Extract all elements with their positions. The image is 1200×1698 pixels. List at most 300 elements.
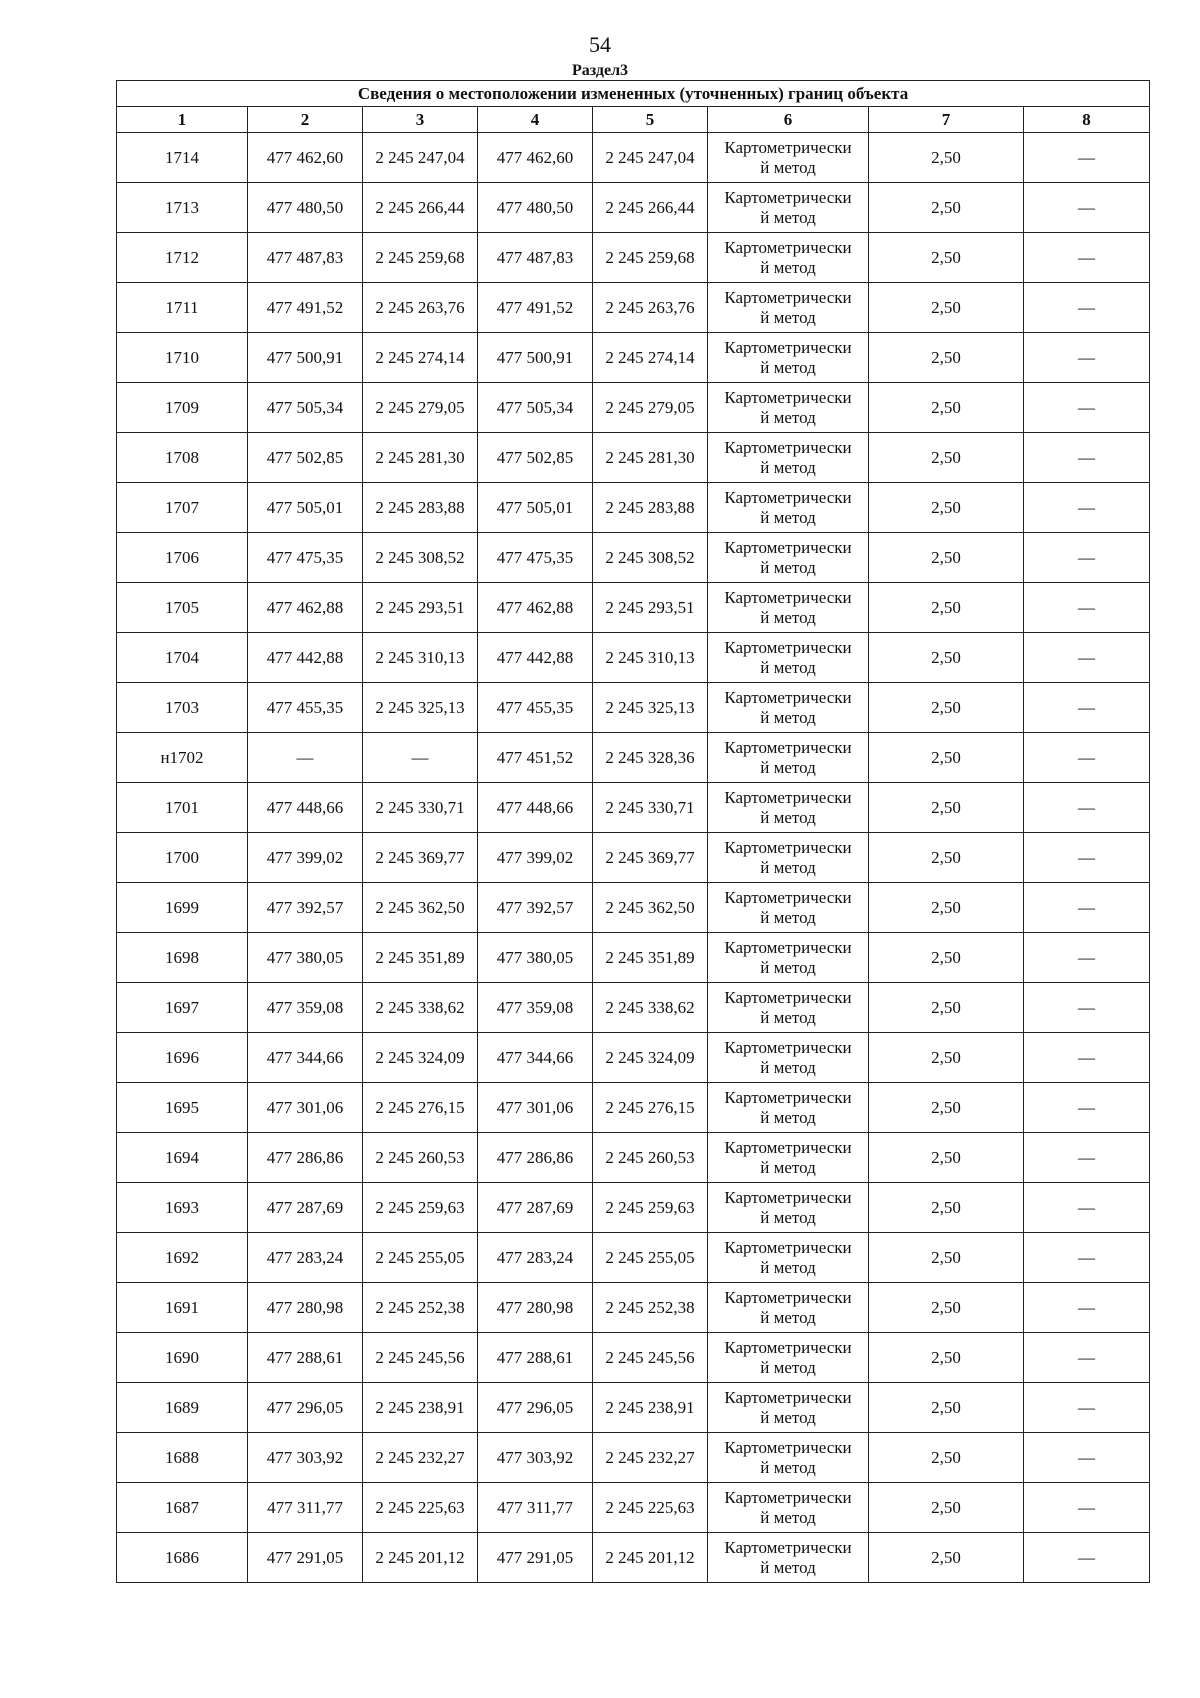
method-line-2: й метод [760, 1557, 816, 1577]
cell-method [708, 1433, 869, 1483]
method-line-1: Картометрически [724, 787, 852, 807]
cell-y-new: 2 245 338,62 [593, 983, 708, 1033]
table-row [117, 1283, 1150, 1333]
cell-note: — [1024, 683, 1150, 733]
cell-note: — [1024, 1233, 1150, 1283]
method-line-1: Картометрически [724, 987, 852, 1007]
cell-point: 1704 [117, 633, 248, 683]
cell-method [708, 1483, 869, 1533]
method-line-2: й метод [760, 857, 816, 877]
cell-x-new: 477 448,66 [478, 783, 593, 833]
cell-x-new: 477 392,57 [478, 883, 593, 933]
method-line-2: й метод [760, 1157, 816, 1177]
cell-x-new: 477 301,06 [478, 1083, 593, 1133]
cell-accuracy: 2,50 [869, 583, 1024, 633]
cell-y-old: 2 245 247,04 [363, 133, 478, 183]
cell-y-new: 2 245 308,52 [593, 533, 708, 583]
method-line-1: Картометрически [724, 1487, 852, 1507]
method-line-2: й метод [760, 357, 816, 377]
cell-y-new: 2 245 310,13 [593, 633, 708, 683]
table-row [117, 433, 1150, 483]
cell-y-old: 2 245 259,68 [363, 233, 478, 283]
method-line-1: Картометрически [724, 1537, 852, 1557]
cell-accuracy: 2,50 [869, 1533, 1024, 1583]
cell-x-old: 477 380,05 [248, 933, 363, 983]
cell-point: 1705 [117, 583, 248, 633]
page-number: 54 [589, 32, 611, 57]
cell-y-old: 2 245 276,15 [363, 1083, 478, 1133]
cell-point: 1700 [117, 833, 248, 883]
cell-point: 1703 [117, 683, 248, 733]
table-row [117, 183, 1150, 233]
cell-method [708, 733, 869, 783]
cell-x-old: 477 442,88 [248, 633, 363, 683]
cell-note: — [1024, 733, 1150, 783]
method-line-1: Картометрически [724, 1337, 852, 1357]
cell-note: — [1024, 1383, 1150, 1433]
cell-x-new: 477 303,92 [478, 1433, 593, 1483]
cell-y-old: 2 245 225,63 [363, 1483, 478, 1533]
cell-y-new: 2 245 369,77 [593, 833, 708, 883]
cell-note: — [1024, 283, 1150, 333]
cell-y-new: 2 245 283,88 [593, 483, 708, 533]
method-line-1: Картометрически [724, 937, 852, 957]
cell-y-old: 2 245 266,44 [363, 183, 478, 233]
cell-x-new: 477 451,52 [478, 733, 593, 783]
cell-note: — [1024, 483, 1150, 533]
table-row [117, 1183, 1150, 1233]
cell-x-new: 477 442,88 [478, 633, 593, 683]
cell-y-new: 2 245 238,91 [593, 1383, 708, 1433]
cell-method [708, 533, 869, 583]
cell-x-old: 477 296,05 [248, 1383, 363, 1433]
cell-method [708, 783, 869, 833]
method-line-1: Картометрически [724, 1187, 852, 1207]
cell-y-new: 2 245 293,51 [593, 583, 708, 633]
method-line-2: й метод [760, 907, 816, 927]
cell-method [708, 133, 869, 183]
cell-y-new: 2 245 201,12 [593, 1533, 708, 1583]
table-row [117, 1333, 1150, 1383]
column-header: 1 [117, 107, 248, 133]
cell-point: 1698 [117, 933, 248, 983]
cell-x-new: 477 462,60 [478, 133, 593, 183]
method-line-1: Картометрически [724, 187, 852, 207]
cell-note: — [1024, 1283, 1150, 1333]
cell-note: — [1024, 1183, 1150, 1233]
cell-method [708, 833, 869, 883]
cell-y-new: 2 245 276,15 [593, 1083, 708, 1133]
cell-accuracy: 2,50 [869, 883, 1024, 933]
method-line-1: Картометрически [724, 437, 852, 457]
cell-x-new: 477 487,83 [478, 233, 593, 283]
cell-x-old: 477 399,02 [248, 833, 363, 883]
cell-y-old: 2 245 310,13 [363, 633, 478, 683]
cell-accuracy: 2,50 [869, 783, 1024, 833]
cell-accuracy: 2,50 [869, 533, 1024, 583]
cell-method [708, 1233, 869, 1283]
cell-method [708, 1383, 869, 1433]
cell-x-new: 477 286,86 [478, 1133, 593, 1183]
method-line-1: Картометрически [724, 687, 852, 707]
table-row [117, 633, 1150, 683]
cell-method [708, 1083, 869, 1133]
cell-note: — [1024, 1433, 1150, 1483]
method-line-1: Картометрически [724, 1437, 852, 1457]
cell-y-old: — [363, 733, 478, 783]
method-line-1: Картометрически [724, 587, 852, 607]
cell-y-new: 2 245 259,68 [593, 233, 708, 283]
method-line-1: Картометрически [724, 1037, 852, 1057]
cell-note: — [1024, 833, 1150, 883]
method-line-1: Картометрически [724, 287, 852, 307]
cell-x-old: 477 455,35 [248, 683, 363, 733]
cell-x-old: 477 311,77 [248, 1483, 363, 1533]
cell-x-new: 477 287,69 [478, 1183, 593, 1233]
cell-point: 1691 [117, 1283, 248, 1333]
cell-y-old: 2 245 369,77 [363, 833, 478, 883]
cell-accuracy: 2,50 [869, 1383, 1024, 1433]
cell-y-new: 2 245 328,36 [593, 733, 708, 783]
cell-accuracy: 2,50 [869, 733, 1024, 783]
section-title: Раздел3 [571, 62, 629, 79]
cell-accuracy: 2,50 [869, 1183, 1024, 1233]
column-header: 5 [593, 107, 708, 133]
method-line-2: й метод [760, 507, 816, 527]
cell-y-new: 2 245 255,05 [593, 1233, 708, 1283]
cell-accuracy: 2,50 [869, 433, 1024, 483]
cell-accuracy: 2,50 [869, 1233, 1024, 1283]
boundary-table [116, 80, 1150, 1583]
cell-y-old: 2 245 232,27 [363, 1433, 478, 1483]
cell-note: — [1024, 133, 1150, 183]
cell-point: 1697 [117, 983, 248, 1033]
cell-y-new: 2 245 225,63 [593, 1483, 708, 1533]
cell-x-new: 477 480,50 [478, 183, 593, 233]
column-header: 8 [1024, 107, 1150, 133]
cell-y-old: 2 245 255,05 [363, 1233, 478, 1283]
table-row [117, 983, 1150, 1033]
method-line-1: Картометрически [724, 237, 852, 257]
method-line-1: Картометрически [724, 1137, 852, 1157]
cell-y-new: 2 245 281,30 [593, 433, 708, 483]
method-line-2: й метод [760, 1507, 816, 1527]
cell-x-old: 477 287,69 [248, 1183, 363, 1233]
cell-x-new: 477 500,91 [478, 333, 593, 383]
cell-accuracy: 2,50 [869, 383, 1024, 433]
cell-x-new: 477 475,35 [478, 533, 593, 583]
cell-method [708, 333, 869, 383]
table-row [117, 883, 1150, 933]
cell-y-old: 2 245 281,30 [363, 433, 478, 483]
method-line-2: й метод [760, 157, 816, 177]
table-row [117, 1433, 1150, 1483]
cell-note: — [1024, 233, 1150, 283]
table-caption-row [117, 81, 1150, 107]
cell-note: — [1024, 333, 1150, 383]
cell-accuracy: 2,50 [869, 233, 1024, 283]
cell-x-old: 477 487,83 [248, 233, 363, 283]
cell-accuracy: 2,50 [869, 1033, 1024, 1083]
cell-method [708, 1283, 869, 1333]
table-row [117, 683, 1150, 733]
table-row [117, 333, 1150, 383]
cell-y-new: 2 245 266,44 [593, 183, 708, 233]
cell-accuracy: 2,50 [869, 1433, 1024, 1483]
cell-point: 1692 [117, 1233, 248, 1283]
cell-accuracy: 2,50 [869, 1333, 1024, 1383]
table-row [117, 483, 1150, 533]
method-line-2: й метод [760, 707, 816, 727]
table-row [117, 1383, 1150, 1433]
cell-y-old: 2 245 259,63 [363, 1183, 478, 1233]
cell-method [708, 383, 869, 433]
method-line-2: й метод [760, 1307, 816, 1327]
table-row [117, 283, 1150, 333]
cell-note: — [1024, 1483, 1150, 1533]
cell-point: 1688 [117, 1433, 248, 1483]
table-row [117, 733, 1150, 783]
method-line-1: Картометрически [724, 887, 852, 907]
table-row [117, 1133, 1150, 1183]
cell-x-old: 477 475,35 [248, 533, 363, 583]
cell-note: — [1024, 383, 1150, 433]
method-line-1: Картометрически [724, 1287, 852, 1307]
method-line-2: й метод [760, 557, 816, 577]
method-line-2: й метод [760, 1457, 816, 1477]
cell-x-new: 477 344,66 [478, 1033, 593, 1083]
cell-x-old: 477 448,66 [248, 783, 363, 833]
cell-x-new: 477 280,98 [478, 1283, 593, 1333]
cell-x-old: 477 462,88 [248, 583, 363, 633]
cell-point: 1708 [117, 433, 248, 483]
cell-x-new: 477 505,01 [478, 483, 593, 533]
cell-y-old: 2 245 324,09 [363, 1033, 478, 1083]
table-row [117, 1533, 1150, 1583]
cell-x-new: 477 455,35 [478, 683, 593, 733]
cell-accuracy: 2,50 [869, 683, 1024, 733]
method-line-2: й метод [760, 207, 816, 227]
cell-x-new: 477 502,85 [478, 433, 593, 483]
cell-y-old: 2 245 308,52 [363, 533, 478, 583]
cell-y-old: 2 245 201,12 [363, 1533, 478, 1583]
cell-method [708, 883, 869, 933]
cell-x-old: 477 303,92 [248, 1433, 363, 1483]
cell-accuracy: 2,50 [869, 833, 1024, 883]
cell-note: — [1024, 1133, 1150, 1183]
cell-y-old: 2 245 238,91 [363, 1383, 478, 1433]
table-row [117, 233, 1150, 283]
method-line-2: й метод [760, 607, 816, 627]
method-line-1: Картометрически [724, 337, 852, 357]
table-row [117, 1083, 1150, 1133]
cell-accuracy: 2,50 [869, 1133, 1024, 1183]
method-line-2: й метод [760, 307, 816, 327]
cell-point: 1699 [117, 883, 248, 933]
method-line-2: й метод [760, 657, 816, 677]
cell-y-old: 2 245 338,62 [363, 983, 478, 1033]
cell-accuracy: 2,50 [869, 183, 1024, 233]
method-line-2: й метод [760, 807, 816, 827]
cell-point: 1690 [117, 1333, 248, 1383]
cell-y-old: 2 245 362,50 [363, 883, 478, 933]
cell-note: — [1024, 1333, 1150, 1383]
cell-y-old: 2 245 252,38 [363, 1283, 478, 1333]
cell-point: 1709 [117, 383, 248, 433]
method-line-1: Картометрически [724, 737, 852, 757]
cell-point: 1695 [117, 1083, 248, 1133]
cell-note: — [1024, 983, 1150, 1033]
cell-note: — [1024, 933, 1150, 983]
cell-point: 1693 [117, 1183, 248, 1233]
cell-y-new: 2 245 245,56 [593, 1333, 708, 1383]
cell-x-new: 477 380,05 [478, 933, 593, 983]
cell-note: — [1024, 533, 1150, 583]
cell-point: 1712 [117, 233, 248, 283]
cell-x-old: 477 500,91 [248, 333, 363, 383]
table-row [117, 583, 1150, 633]
method-line-1: Картометрически [724, 137, 852, 157]
cell-method [708, 683, 869, 733]
cell-accuracy: 2,50 [869, 1083, 1024, 1133]
cell-y-new: 2 245 232,27 [593, 1433, 708, 1483]
cell-note: — [1024, 183, 1150, 233]
cell-y-old: 2 245 283,88 [363, 483, 478, 533]
cell-accuracy: 2,50 [869, 133, 1024, 183]
cell-point: 1707 [117, 483, 248, 533]
cell-method [708, 1033, 869, 1083]
cell-point: 1706 [117, 533, 248, 583]
cell-x-old: 477 392,57 [248, 883, 363, 933]
cell-y-new: 2 245 351,89 [593, 933, 708, 983]
cell-y-new: 2 245 330,71 [593, 783, 708, 833]
cell-x-old: 477 359,08 [248, 983, 363, 1033]
cell-y-old: 2 245 260,53 [363, 1133, 478, 1183]
method-line-2: й метод [760, 457, 816, 477]
method-line-2: й метод [760, 957, 816, 977]
cell-y-new: 2 245 362,50 [593, 883, 708, 933]
table-row [117, 833, 1150, 883]
cell-y-new: 2 245 279,05 [593, 383, 708, 433]
cell-x-old: 477 462,60 [248, 133, 363, 183]
cell-point: 1710 [117, 333, 248, 383]
column-header: 7 [869, 107, 1024, 133]
table-row [117, 783, 1150, 833]
cell-point: 1714 [117, 133, 248, 183]
method-line-1: Картометрически [724, 1387, 852, 1407]
cell-method [708, 233, 869, 283]
method-line-2: й метод [760, 1107, 816, 1127]
cell-x-old: 477 301,06 [248, 1083, 363, 1133]
cell-x-old: 477 286,86 [248, 1133, 363, 1183]
cell-y-old: 2 245 330,71 [363, 783, 478, 833]
cell-x-new: 477 311,77 [478, 1483, 593, 1533]
column-header-row [117, 107, 1150, 133]
cell-x-old: 477 288,61 [248, 1333, 363, 1383]
cell-x-new: 477 359,08 [478, 983, 593, 1033]
method-line-2: й метод [760, 1057, 816, 1077]
cell-point: 1696 [117, 1033, 248, 1083]
method-line-2: й метод [760, 257, 816, 277]
column-header: 4 [478, 107, 593, 133]
cell-x-new: 477 296,05 [478, 1383, 593, 1433]
method-line-2: й метод [760, 757, 816, 777]
cell-method [708, 1133, 869, 1183]
method-line-2: й метод [760, 1257, 816, 1277]
cell-method [708, 433, 869, 483]
cell-x-new: 477 288,61 [478, 1333, 593, 1383]
method-line-2: й метод [760, 1207, 816, 1227]
cell-method [708, 183, 869, 233]
method-line-1: Картометрически [724, 637, 852, 657]
cell-y-old: 2 245 351,89 [363, 933, 478, 983]
cell-y-new: 2 245 324,09 [593, 1033, 708, 1083]
cell-accuracy: 2,50 [869, 983, 1024, 1033]
cell-x-old: 477 505,01 [248, 483, 363, 533]
table-caption: Сведения о местоположении измененных (уточненных) границ объекта [117, 81, 1150, 107]
cell-x-new: 477 505,34 [478, 383, 593, 433]
method-line-2: й метод [760, 407, 816, 427]
cell-method [708, 933, 869, 983]
cell-x-old: 477 505,34 [248, 383, 363, 433]
method-line-2: й метод [760, 1357, 816, 1377]
cell-accuracy: 2,50 [869, 633, 1024, 683]
cell-y-old: 2 245 325,13 [363, 683, 478, 733]
cell-note: — [1024, 583, 1150, 633]
cell-point: 1686 [117, 1533, 248, 1583]
cell-x-old: 477 344,66 [248, 1033, 363, 1083]
cell-x-old: 477 491,52 [248, 283, 363, 333]
cell-y-old: 2 245 279,05 [363, 383, 478, 433]
column-header: 2 [248, 107, 363, 133]
cell-note: — [1024, 1533, 1150, 1583]
cell-point: 1701 [117, 783, 248, 833]
cell-point: 1713 [117, 183, 248, 233]
cell-y-new: 2 245 259,63 [593, 1183, 708, 1233]
cell-point: 1711 [117, 283, 248, 333]
table-row [117, 133, 1150, 183]
cell-y-new: 2 245 263,76 [593, 283, 708, 333]
table-row [117, 533, 1150, 583]
cell-point: 1687 [117, 1483, 248, 1533]
cell-y-old: 2 245 245,56 [363, 1333, 478, 1383]
cell-x-new: 477 491,52 [478, 283, 593, 333]
cell-method [708, 633, 869, 683]
cell-method [708, 283, 869, 333]
cell-note: — [1024, 633, 1150, 683]
cell-accuracy: 2,50 [869, 933, 1024, 983]
cell-note: — [1024, 1083, 1150, 1133]
cell-x-new: 477 283,24 [478, 1233, 593, 1283]
cell-y-new: 2 245 247,04 [593, 133, 708, 183]
cell-point: н1702 [117, 733, 248, 783]
method-line-1: Картометрически [724, 1237, 852, 1257]
cell-accuracy: 2,50 [869, 483, 1024, 533]
cell-y-new: 2 245 260,53 [593, 1133, 708, 1183]
cell-y-new: 2 245 325,13 [593, 683, 708, 733]
cell-x-old: 477 291,05 [248, 1533, 363, 1583]
cell-method [708, 1333, 869, 1383]
cell-x-old: 477 280,98 [248, 1283, 363, 1333]
cell-y-old: 2 245 274,14 [363, 333, 478, 383]
cell-accuracy: 2,50 [869, 1483, 1024, 1533]
column-header: 6 [708, 107, 869, 133]
cell-x-old: 477 480,50 [248, 183, 363, 233]
table-row [117, 1233, 1150, 1283]
column-header: 3 [363, 107, 478, 133]
table-row [117, 1483, 1150, 1533]
method-line-1: Картометрически [724, 537, 852, 557]
